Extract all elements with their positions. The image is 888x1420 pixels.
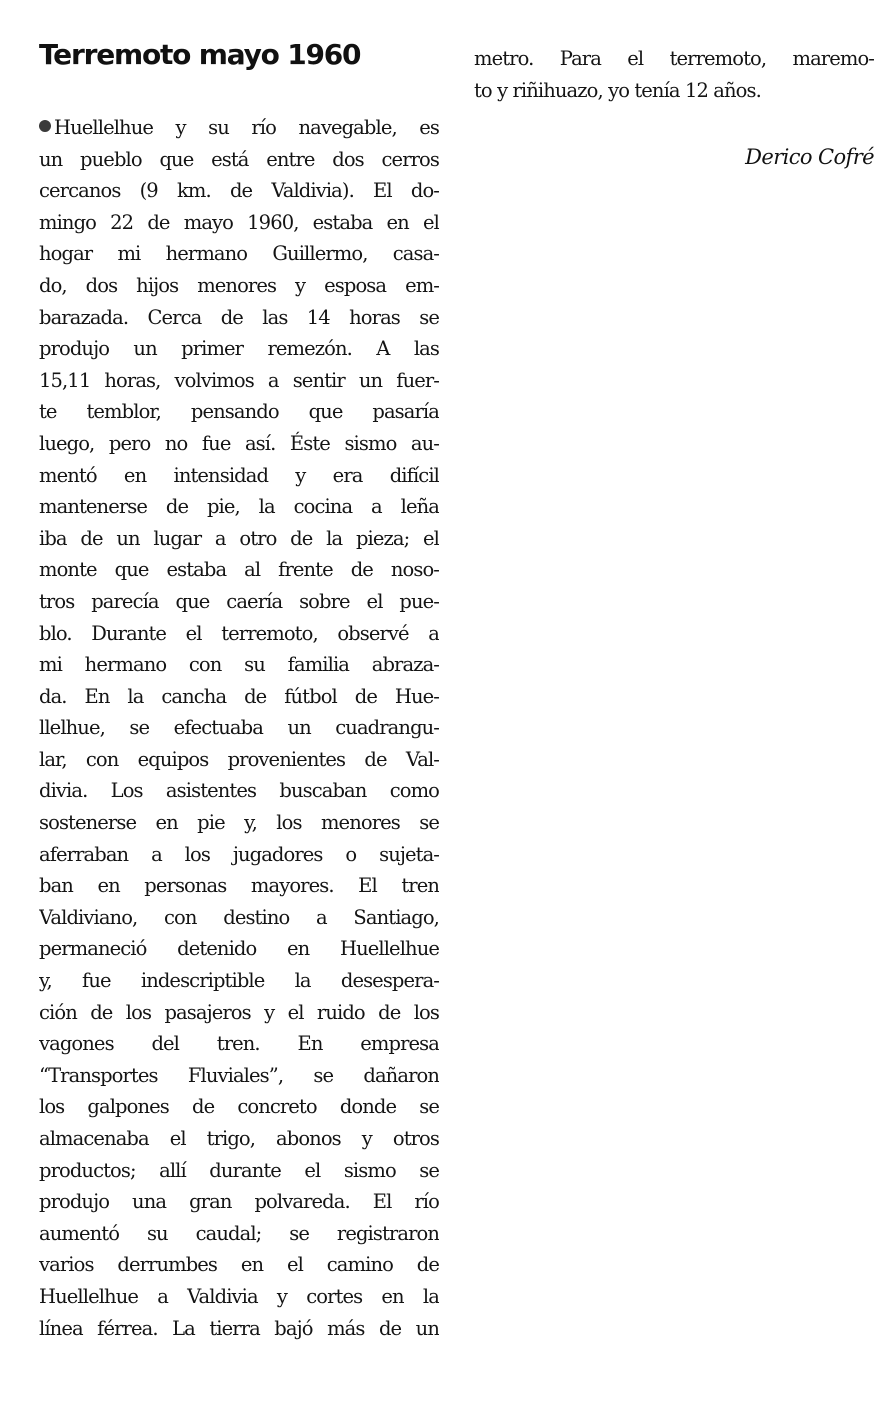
body-line: do, dos hijos menores y esposa em- <box>39 273 439 297</box>
body-line: y, fue indescriptible la desespera- <box>39 969 439 993</box>
body-line: línea férrea. La tierra bajó más de un <box>39 1316 439 1340</box>
letter-body-right-column <box>474 43 874 106</box>
body-line: mingo 22 de mayo 1960, estaba en el <box>39 210 439 234</box>
body-line: 15,11 horas, volvimos a sentir un fuer- <box>39 368 439 392</box>
body-line: “Transportes Fluviales”, se dañaron <box>39 1063 439 1087</box>
body-line: Huellelhue a Valdivia y cortes en la <box>39 1284 439 1308</box>
body-line: da. En la cancha de fútbol de Hue- <box>39 684 439 708</box>
body-line: to y riñihuazo, yo tenía 12 años. <box>474 78 761 102</box>
body-line: produjo un primer remezón. A las <box>39 337 439 361</box>
body-line: produjo una gran polvareda. El río <box>39 1190 439 1214</box>
body-line: metro. Para el terremoto, maremo- <box>474 47 874 70</box>
body-line: ción de los pasajeros y el ruido de los <box>39 1000 439 1024</box>
body-line: llelhue, se efectuaba un cuadrangu- <box>39 716 439 740</box>
body-line: permaneció detenido en Huellelhue <box>39 937 439 961</box>
body-line: barazada. Cerca de las 14 horas se <box>39 305 439 329</box>
author-signature: Derico Cofré <box>745 145 874 169</box>
body-line: mentó en intensidad y era difícil <box>39 463 439 487</box>
body-line: aumentó su caudal; se registraron <box>39 1221 439 1245</box>
body-line: lar, con equipos provenientes de Val- <box>39 747 439 771</box>
body-line: monte que estaba al frente de noso- <box>39 558 439 582</box>
body-line: aferraban a los jugadores o sujeta- <box>39 842 439 866</box>
body-line: un pueblo que está entre dos cerros <box>39 147 439 171</box>
body-line: Valdiviano, con destino a Santiago, <box>39 905 439 929</box>
letter-body-left-column <box>39 112 439 1344</box>
letter-title: Terremoto mayo 1960 <box>39 38 361 71</box>
body-line: hogar mi hermano Guillermo, casa- <box>39 242 439 266</box>
body-line: ban en personas mayores. El tren <box>39 874 439 898</box>
body-line: sostenerse en pie y, los menores se <box>39 811 439 835</box>
body-line: Huellelhue y su río navegable, es <box>39 112 439 144</box>
body-line: vagones del tren. En empresa <box>39 1032 439 1056</box>
body-line: luego, pero no fue así. Éste sismo au- <box>39 431 439 455</box>
body-line: productos; allí durante el sismo se <box>39 1158 439 1182</box>
body-line: almacenaba el trigo, abonos y otros <box>39 1127 439 1150</box>
body-line: iba de un lugar a otro de la pieza; el <box>39 526 439 550</box>
body-line: mi hermano con su familia abraza- <box>39 653 439 677</box>
body-line: mantenerse de pie, la cocina a leña <box>39 495 439 519</box>
body-line: te temblor, pensando que pasaría <box>39 400 439 424</box>
body-line: divia. Los asistentes buscaban como <box>39 779 439 803</box>
body-line: tros parecía que caería sobre el pue- <box>39 589 439 613</box>
bullet-dot-icon <box>39 120 51 132</box>
body-line: los galpones de concreto donde se <box>39 1095 439 1119</box>
body-line: cercanos (9 km. de Valdivia). El do- <box>39 179 439 203</box>
body-line: blo. Durante el terremoto, observé a <box>39 621 439 645</box>
body-line: varios derrumbes en el camino de <box>39 1253 439 1277</box>
